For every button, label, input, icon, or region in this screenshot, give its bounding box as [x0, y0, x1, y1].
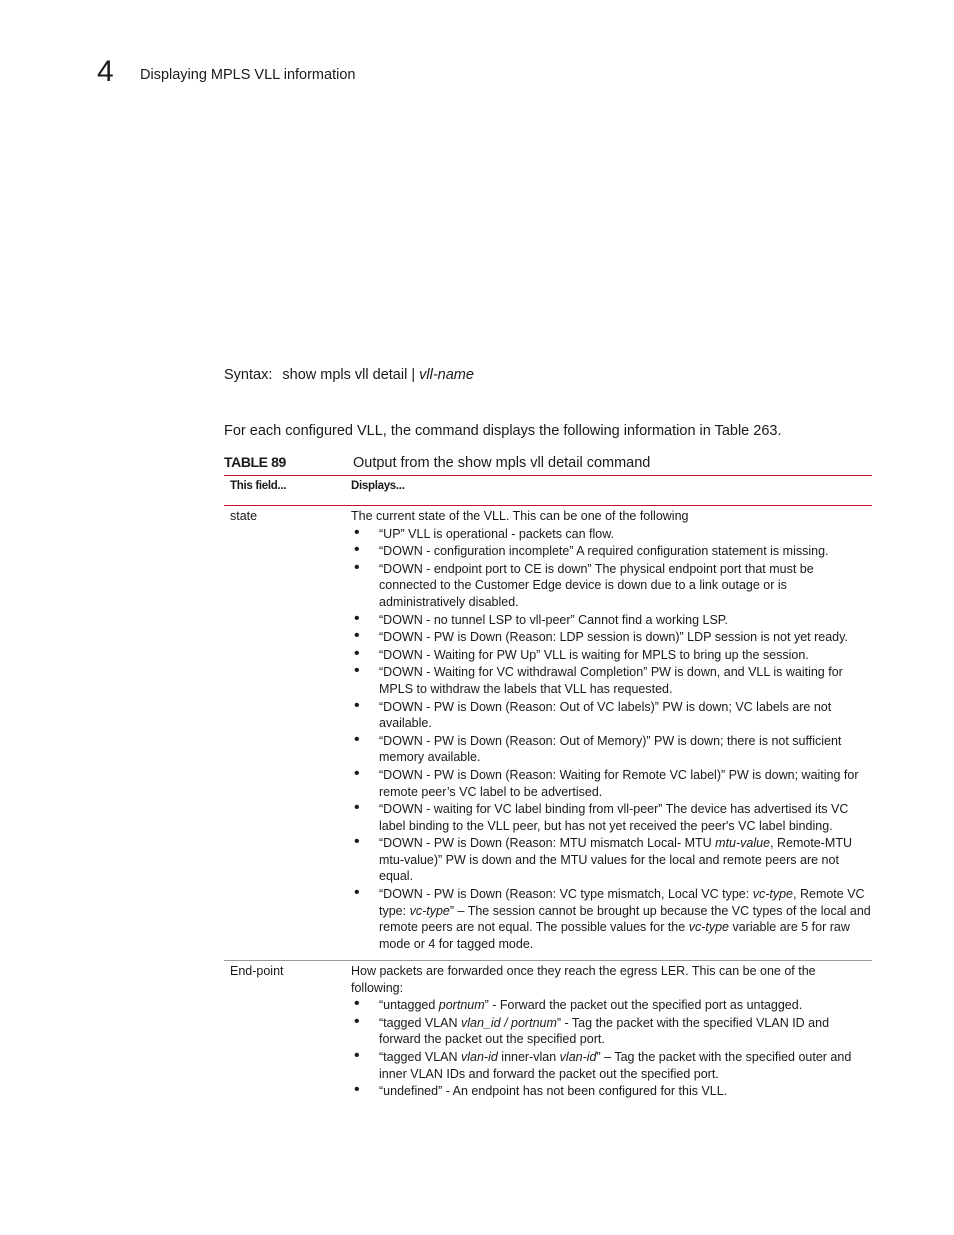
list-item — [351, 612, 871, 629]
bullet-text: “DOWN - PW is Down (Reason: Out of VC labels)” PW is down; VC labels are not available. — [379, 699, 832, 731]
variable-text: vc-type — [688, 920, 729, 935]
list-item — [351, 699, 871, 732]
bullet-text: “DOWN - no tunnel LSP to vll-peer” Cannot find a working LSP. — [379, 612, 729, 627]
syntax-command: show mpls vll detail | — [282, 367, 416, 383]
row-lead-text: How packets are forwarded once they reach the egress LER. This can be one of the following: — [351, 964, 816, 995]
variable-text: portnum — [438, 998, 485, 1013]
list-item — [351, 801, 871, 834]
bullet-text: ” - Forward the packet out the specified port as untagged. — [484, 998, 803, 1013]
chapter-title: Displaying MPLS VLL information — [140, 67, 356, 83]
variable-text: vc-type — [752, 887, 794, 902]
header-field: This field... — [230, 480, 287, 492]
variable-text: vlan_id / portnum — [461, 1015, 557, 1030]
variable-text: vlan-id — [461, 1049, 498, 1064]
syntax-line — [224, 366, 474, 384]
list-item — [351, 767, 871, 800]
bullet-text: “DOWN - PW is Down (Reason: Out of Memory)” PW is down; there is not sufficient memory available. — [379, 733, 842, 765]
list-item — [351, 733, 871, 766]
header-displays: Displays... — [351, 480, 405, 492]
bullet-text: variable are 5 for raw mode or 4 for tagged mode. — [379, 920, 850, 951]
row-field-name: state — [230, 509, 258, 523]
list-item — [351, 997, 871, 1014]
bullet-text: “untagged — [379, 998, 439, 1013]
bullet-text: “DOWN - waiting for VC label binding from vll-peer” The device has advertised its VC label binding to the VLL peer, but has not yet received the peer's VC label binding. — [379, 802, 849, 833]
row-description — [351, 963, 871, 1101]
list-item — [351, 1015, 871, 1048]
list-item — [351, 664, 871, 697]
row-lead-text: The current state of the VLL. This can be one of the following — [351, 509, 689, 523]
list-item — [351, 1049, 871, 1082]
list-item — [351, 629, 871, 646]
table-title: Output from the show mpls vll detail command — [353, 455, 651, 471]
bullet-text: “DOWN - Waiting for VC withdrawal Completion” PW is down, and VLL is waiting for MPLS to withdraw the labels that VLL has requested. — [379, 665, 843, 696]
bullet-text: “tagged VLAN — [379, 1049, 461, 1064]
syntax-argument: vll-name — [419, 367, 474, 383]
bullet-text: , Remote-MTU mtu-value)” PW is down and the MTU values for the local and remote peers are not equal. — [379, 836, 852, 884]
list-item — [351, 526, 871, 543]
bullet-text: ” – The session cannot be brought up because the VC types of the local and remote peers are not equal. The possible values for the — [379, 903, 871, 935]
intro-paragraph: For each configured VLL, the command displays the following information in Table 263. — [224, 423, 782, 439]
variable-text: vc-type — [409, 903, 450, 918]
list-item — [351, 835, 871, 885]
variable-text: vlan-id — [559, 1049, 597, 1064]
bullet-text: ” - Tag the packet with the specified VLAN ID and forward the packet out the specified port. — [379, 1015, 830, 1047]
bullet-list — [351, 526, 871, 953]
bullet-text: “DOWN - PW is Down (Reason: VC type mismatch, Local VC type: — [379, 887, 753, 902]
row-field-name: End-point — [230, 964, 284, 978]
bullet-text: “DOWN - PW is Down (Reason: MTU mismatch Local- MTU — [379, 836, 716, 851]
bullet-text: “DOWN - PW is Down (Reason: LDP session is down)” LDP session is not yet ready. — [379, 630, 848, 645]
table-top-rule — [224, 475, 872, 476]
bullet-text: “DOWN - PW is Down (Reason: Waiting for Remote VC label)” PW is down; waiting for remote peer’s VC label to be advertised. — [379, 767, 859, 799]
variable-text: mtu-value — [715, 836, 771, 851]
list-item — [351, 647, 871, 664]
list-item — [351, 561, 871, 611]
table-caption — [224, 453, 872, 472]
row-description — [351, 508, 871, 953]
bullet-text: inner-vlan — [497, 1049, 560, 1064]
bullet-text: “tagged VLAN — [379, 1015, 461, 1030]
bullet-text: , Remote VC type: — [379, 887, 865, 918]
bullet-text: “DOWN - Waiting for PW Up” VLL is waiting for MPLS to bring up the session. — [379, 647, 809, 662]
table-header-rule — [224, 505, 872, 506]
bullet-text: “DOWN - endpoint port to CE is down” The physical endpoint port that must be connected to the Customer Edge device is down due to a link outage or is administratively disabled. — [379, 561, 814, 609]
bullet-text: ” – Tag the packet with the specified outer and inner VLAN IDs and forward the packet out the specified port. — [379, 1049, 852, 1081]
syntax-prefix: Syntax: — [224, 367, 273, 383]
bullet-text: “DOWN - configuration incomplete” A required configuration statement is missing. — [379, 544, 829, 559]
list-item — [351, 886, 871, 952]
list-item — [351, 1083, 871, 1100]
table-label: TABLE 89 — [224, 454, 286, 470]
chapter-number: 4 — [97, 55, 114, 88]
bullet-list — [351, 997, 871, 1100]
bullet-text: “UP” VLL is operational - packets can flow. — [379, 526, 615, 541]
row-separator — [224, 960, 872, 961]
list-item — [351, 543, 871, 560]
bullet-text: “undefined” - An endpoint has not been configured for this VLL. — [379, 1084, 728, 1099]
